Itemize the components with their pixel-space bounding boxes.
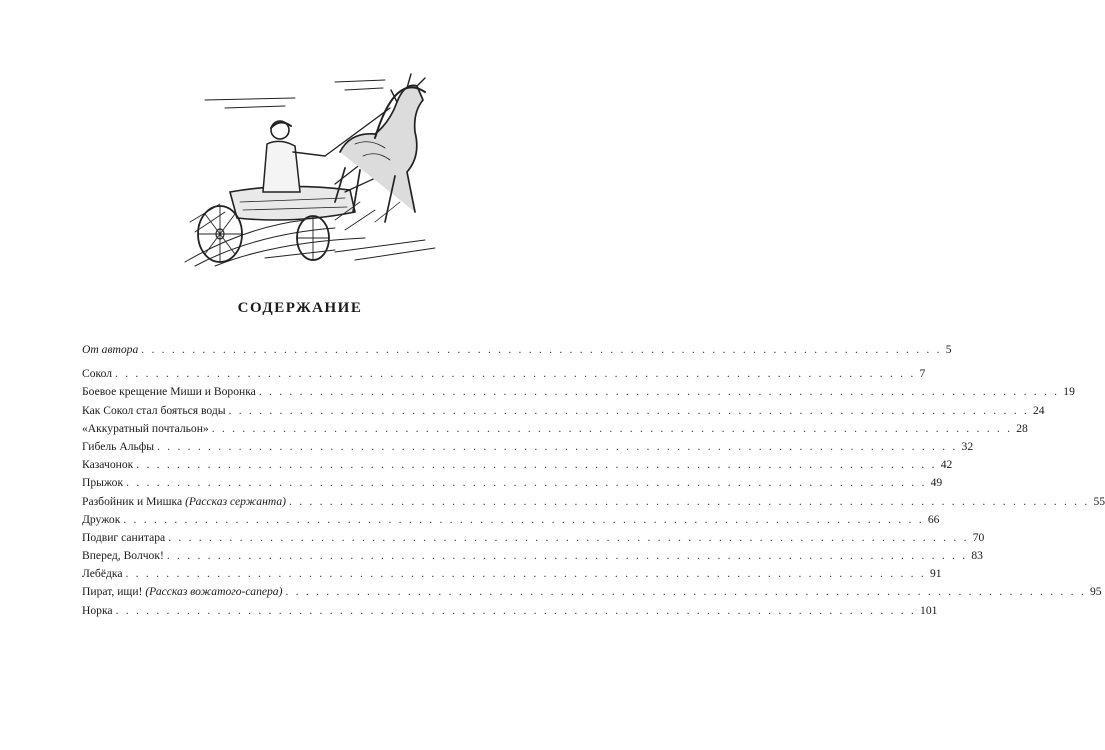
toc-entry: [82, 547, 983, 565]
toc-leader-dots: . . . . . . . . . . . . . . . . . . . . . . . . . . . . . . . . . . . . . . . . . . . . . . . . . . . . . . . . . . . . . . . . . . . . . . . . . . . . . . .: [228, 403, 1029, 417]
toc-entry-title: [82, 474, 126, 492]
toc-page-number: 49: [930, 476, 943, 490]
toc-title-text: Боевое крещение Миши и Воронка: [82, 385, 256, 399]
toc-page-number: 70: [972, 530, 985, 544]
toc-title-text: Вперед, Волчок!: [82, 549, 164, 563]
toc-entry: [82, 438, 974, 456]
toc-leader-dots: . . . . . . . . . . . . . . . . . . . . . . . . . . . . . . . . . . . . . . . . . . . . . . . . . . . . . . . . . . . . . . . . . . . . . . . . . . . . . . .: [126, 476, 927, 490]
toc-entry: [82, 602, 938, 620]
toc-title-text: Норка: [82, 603, 113, 617]
toc-entry: [82, 529, 985, 547]
toc-page-number: 101: [920, 603, 938, 617]
toc-title-text: Казачонок: [82, 458, 134, 472]
page-title: СОДЕРЖАНИЕ: [237, 300, 363, 316]
toc-page-number: 66: [927, 512, 940, 526]
toc-entry-title: [82, 341, 141, 359]
toc-entry: [82, 402, 1045, 420]
toc-page-number: 95: [1089, 585, 1102, 599]
toc-page-number: 83: [971, 549, 983, 563]
toc-leader-dots: . . . . . . . . . . . . . . . . . . . . . . . . . . . . . . . . . . . . . . . . . . . . . . . . . . . . . . . . . . . . . . . . . . . . . . . . . . . . . . .: [115, 367, 916, 381]
toc-title-text: Как Сокол стал бояться воды: [82, 403, 226, 417]
toc-leader-dots: . . . . . . . . . . . . . . . . . . . . . . . . . . . . . . . . . . . . . . . . . . . . . . . . . . . . . . . . . . . . . . . . . . . . . . . . . . . . . . .: [168, 530, 969, 544]
toc-page-number: 5: [945, 343, 952, 356]
toc-leader-dots: . . . . . . . . . . . . . . . . . . . . . . . . . . . . . . . . . . . . . . . . . . . . . . . . . . . . . . . . . . . . . . . . . . . . . . . . . . . . . . .: [123, 512, 924, 526]
toc-entry-title: [82, 565, 125, 583]
toc-leader-dots: . . . . . . . . . . . . . . . . . . . . . . . . . . . . . . . . . . . . . . . . . . . . . . . . . . . . . . . . . . . . . . . . . . . . . . . . . . . . . . .: [258, 385, 1060, 399]
toc-title-text: «Аккуратный почтальон»: [82, 421, 209, 435]
toc-page-number: 91: [929, 567, 942, 581]
toc-title-italic: (Рассказ сержанта): [185, 494, 287, 508]
toc-entry-title: [82, 529, 168, 547]
toc-entry-title: [82, 547, 167, 565]
toc-title-text: Подвиг санитара: [82, 530, 166, 544]
toc-entry: [82, 474, 943, 492]
toc-entry-title: [82, 583, 285, 601]
toc-leader-dots: . . . . . . . . . . . . . . . . . . . . . . . . . . . . . . . . . . . . . . . . . . . . . . . . . . . . . . . . . . . . . . . . . . . . . . . . . . . . . . .: [136, 458, 937, 472]
toc-leader-dots: . . . . . . . . . . . . . . . . . . . . . . . . . . . . . . . . . . . . . . . . . . . . . . . . . . . . . . . . . . . . . . . . . . . . . . . . . . . . . . .: [289, 494, 1090, 508]
toc-entry: [82, 583, 1102, 601]
toc-entry-title: [82, 493, 289, 511]
toc-entry-title: [82, 602, 116, 620]
toc-page-number: 42: [940, 458, 953, 472]
toc-title-text: Лебёдка: [82, 567, 123, 581]
toc-page-number: 55: [1093, 494, 1105, 508]
toc-entry: [82, 511, 940, 529]
toc-entry: [82, 565, 942, 583]
toc-leader-dots: . . . . . . . . . . . . . . . . . . . . . . . . . . . . . . . . . . . . . . . . . . . . . . . . . . . . . . . . . . . . . . . . . . . . . . . . . . . . . . .: [285, 585, 1086, 599]
toc-title-text: Дружок: [82, 512, 121, 526]
toc-entry: [82, 493, 1105, 511]
toc-entry: [82, 341, 952, 359]
toc-title-italic: (Рассказ вожатого-сапера): [145, 585, 283, 599]
toc-leader-dots: . . . . . . . . . . . . . . . . . . . . . . . . . . . . . . . . . . . . . . . . . . . . . . . . . . . . . . . . . . . . . . . . . . . . . . . . . . . . . . .: [166, 549, 968, 563]
toc-title-italic: От автора: [82, 343, 139, 356]
toc-page-number: 32: [961, 439, 974, 453]
toc-title-text: Сокол: [82, 367, 113, 381]
toc-page-number: 24: [1033, 403, 1045, 417]
toc-entry-title: [82, 438, 157, 456]
toc-entry: [82, 383, 1075, 401]
table-of-contents: [82, 341, 1105, 620]
toc-entry: [82, 456, 953, 474]
toc-entry: [82, 365, 926, 383]
toc-entry-title: [82, 511, 123, 529]
toc-leader-dots: . . . . . . . . . . . . . . . . . . . . . . . . . . . . . . . . . . . . . . . . . . . . . . . . . . . . . . . . . . . . . . . . . . . . . . . . . . . . . . .: [115, 603, 917, 617]
toc-leader-dots: . . . . . . . . . . . . . . . . . . . . . . . . . . . . . . . . . . . . . . . . . . . . . . . . . . . . . . . . . . . . . . . . . . . . . . . . . . . . . . .: [141, 343, 942, 356]
toc-leader-dots: . . . . . . . . . . . . . . . . . . . . . . . . . . . . . . . . . . . . . . . . . . . . . . . . . . . . . . . . . . . . . . . . . . . . . . . . . . . . . . .: [211, 421, 1013, 435]
toc-title-text: Разбойник и Мишка: [82, 494, 186, 508]
toc-entry-title: [82, 402, 229, 420]
horse-cart-driver-illustration: [185, 52, 445, 267]
toc-entry: [82, 420, 1028, 438]
toc-entry-title: [82, 456, 136, 474]
toc-page-number: 7: [919, 367, 926, 381]
toc-title-text: Прыжок: [82, 476, 124, 490]
toc-leader-dots: . . . . . . . . . . . . . . . . . . . . . . . . . . . . . . . . . . . . . . . . . . . . . . . . . . . . . . . . . . . . . . . . . . . . . . . . . . . . . . .: [125, 567, 926, 581]
toc-page-number: 28: [1016, 421, 1028, 435]
toc-entry-title: [82, 383, 259, 401]
toc-page-number: 19: [1063, 385, 1075, 399]
toc-leader-dots: . . . . . . . . . . . . . . . . . . . . . . . . . . . . . . . . . . . . . . . . . . . . . . . . . . . . . . . . . . . . . . . . . . . . . . . . . . . . . . .: [157, 439, 958, 453]
toc-entry-title: [82, 365, 115, 383]
toc-title-text: Пират, ищи!: [82, 585, 146, 599]
toc-title-text: Гибель Альфы: [82, 439, 155, 453]
toc-entry-title: [82, 420, 212, 438]
